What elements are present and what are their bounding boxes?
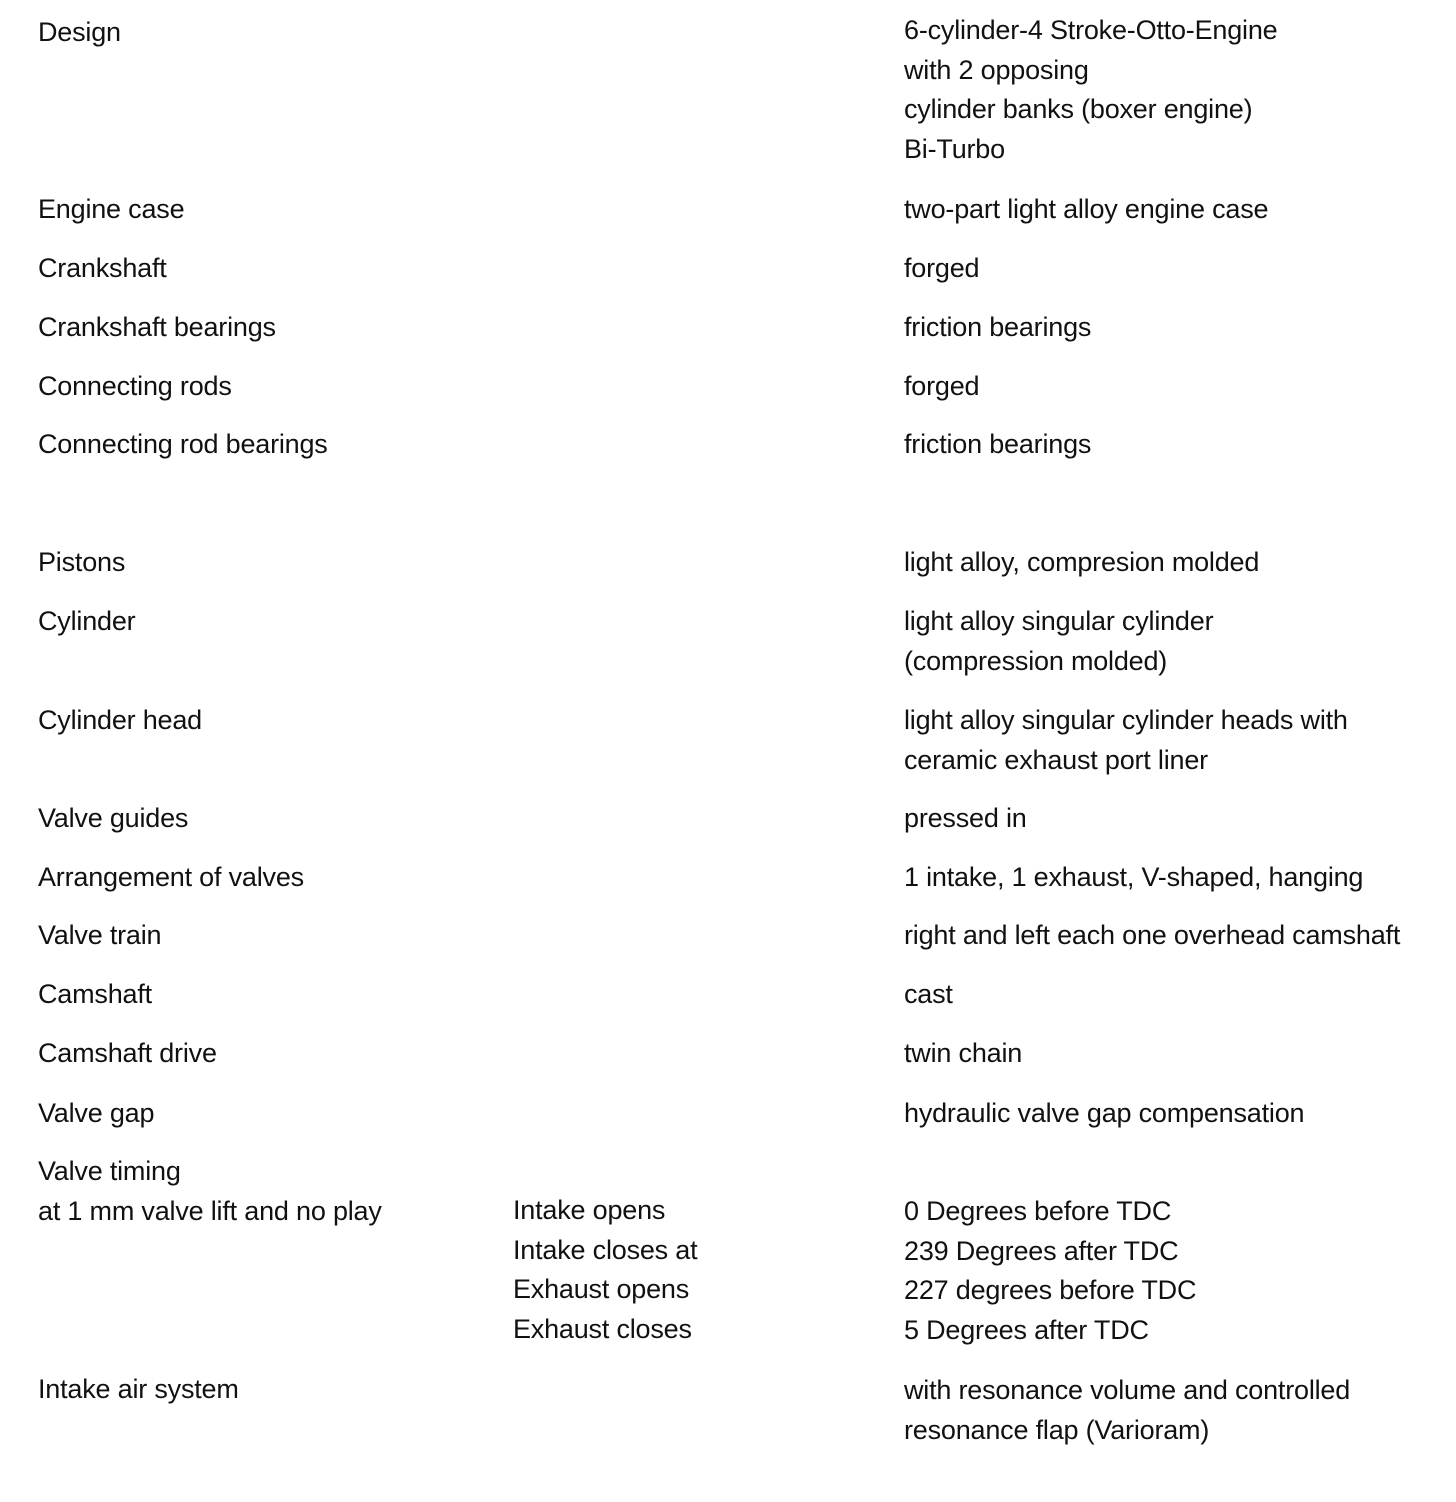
label-line: Crankshaft bbox=[38, 253, 167, 283]
value-line: right and left each one overhead camshaft bbox=[904, 920, 1401, 950]
value-line: 5 Degrees after TDC bbox=[904, 1314, 1149, 1345]
spec-label bbox=[38, 190, 498, 230]
valve-timing-events bbox=[513, 1191, 893, 1349]
value-line: with 2 opposing bbox=[904, 54, 1089, 85]
spec-value bbox=[904, 602, 1444, 681]
label-line: Valve gap bbox=[38, 1098, 155, 1128]
spec-value bbox=[904, 190, 1444, 230]
spec-value bbox=[904, 11, 1444, 169]
spec-label bbox=[38, 602, 498, 642]
timing-event: Intake closes at bbox=[513, 1234, 698, 1265]
spec-label bbox=[38, 916, 498, 956]
spec-value bbox=[904, 1192, 1444, 1350]
spec-label bbox=[38, 975, 498, 1015]
value-line: hydraulic valve gap compensation bbox=[904, 1098, 1305, 1128]
spec-label bbox=[38, 13, 498, 53]
value-line: friction bearings bbox=[904, 312, 1092, 342]
value-line: two-part light alloy engine case bbox=[904, 194, 1269, 224]
spec-value bbox=[904, 1371, 1444, 1450]
label-line: Camshaft drive bbox=[38, 1038, 217, 1068]
value-line: light alloy singular cylinder heads with bbox=[904, 705, 1348, 735]
label-line: Connecting rod bearings bbox=[38, 429, 328, 459]
value-line: light alloy, compresion molded bbox=[904, 547, 1260, 577]
label-line: Valve timing bbox=[38, 1156, 181, 1186]
spec-value bbox=[904, 308, 1444, 348]
value-line: 1 intake, 1 exhaust, V-shaped, hanging bbox=[904, 862, 1364, 892]
label-line: Arrangement of valves bbox=[38, 862, 304, 892]
spec-label bbox=[38, 249, 498, 289]
spec-label bbox=[38, 1094, 498, 1134]
value-line: 0 Degrees before TDC bbox=[904, 1196, 1172, 1226]
timing-event: Exhaust opens bbox=[513, 1274, 690, 1304]
spec-label bbox=[38, 1152, 498, 1231]
label-line: Design bbox=[38, 17, 121, 47]
spec-value bbox=[904, 425, 1444, 465]
label-line: Cylinder bbox=[38, 606, 136, 636]
spec-label bbox=[38, 799, 498, 839]
label-line: Valve train bbox=[38, 920, 162, 950]
spec-label bbox=[38, 425, 498, 465]
value-line: ceramic exhaust port liner bbox=[904, 744, 1208, 775]
label-line: Crankshaft bearings bbox=[38, 312, 276, 342]
value-line: friction bearings bbox=[904, 429, 1092, 459]
spec-value bbox=[904, 1034, 1444, 1074]
spec-value bbox=[904, 543, 1444, 583]
label-line: Valve guides bbox=[38, 803, 189, 833]
spec-value bbox=[904, 249, 1444, 289]
spec-value bbox=[904, 701, 1444, 780]
spec-label bbox=[38, 1370, 498, 1410]
value-line: (compression molded) bbox=[904, 645, 1168, 676]
spec-value bbox=[904, 367, 1444, 407]
spec-value bbox=[904, 916, 1444, 956]
label-line: at 1 mm valve lift and no play bbox=[38, 1195, 382, 1226]
label-line: Connecting rods bbox=[38, 371, 232, 401]
spec-label bbox=[38, 308, 498, 348]
label-line: Intake air system bbox=[38, 1374, 239, 1404]
value-line: pressed in bbox=[904, 803, 1027, 833]
spec-value bbox=[904, 975, 1444, 1015]
timing-event: Exhaust closes bbox=[513, 1313, 692, 1344]
spec-value bbox=[904, 799, 1444, 839]
value-line: 227 degrees before TDC bbox=[904, 1275, 1197, 1305]
label-line: Engine case bbox=[38, 194, 185, 224]
timing-event: Intake opens bbox=[513, 1195, 666, 1225]
value-line: cast bbox=[904, 979, 953, 1009]
spec-label bbox=[38, 701, 498, 741]
value-line: Bi-Turbo bbox=[904, 133, 1005, 164]
spec-value bbox=[904, 858, 1444, 898]
value-line: cylinder banks (boxer engine) bbox=[904, 94, 1253, 124]
spec-label bbox=[38, 543, 498, 583]
label-line: Cylinder head bbox=[38, 705, 203, 735]
value-line: twin chain bbox=[904, 1038, 1023, 1068]
value-line: forged bbox=[904, 371, 980, 401]
spec-label bbox=[38, 367, 498, 407]
value-line: light alloy singular cylinder bbox=[904, 606, 1214, 636]
value-line: 239 Degrees after TDC bbox=[904, 1235, 1179, 1266]
value-line: 6-cylinder-4 Stroke-Otto-Engine bbox=[904, 15, 1278, 45]
label-line: Pistons bbox=[38, 547, 126, 577]
value-line: forged bbox=[904, 253, 980, 283]
spec-label bbox=[38, 858, 498, 898]
value-line: with resonance volume and controlled bbox=[904, 1375, 1351, 1405]
spec-value bbox=[904, 1094, 1444, 1134]
value-line: resonance flap (Varioram) bbox=[904, 1414, 1210, 1445]
spec-label bbox=[38, 1034, 498, 1074]
label-line: Camshaft bbox=[38, 979, 152, 1009]
